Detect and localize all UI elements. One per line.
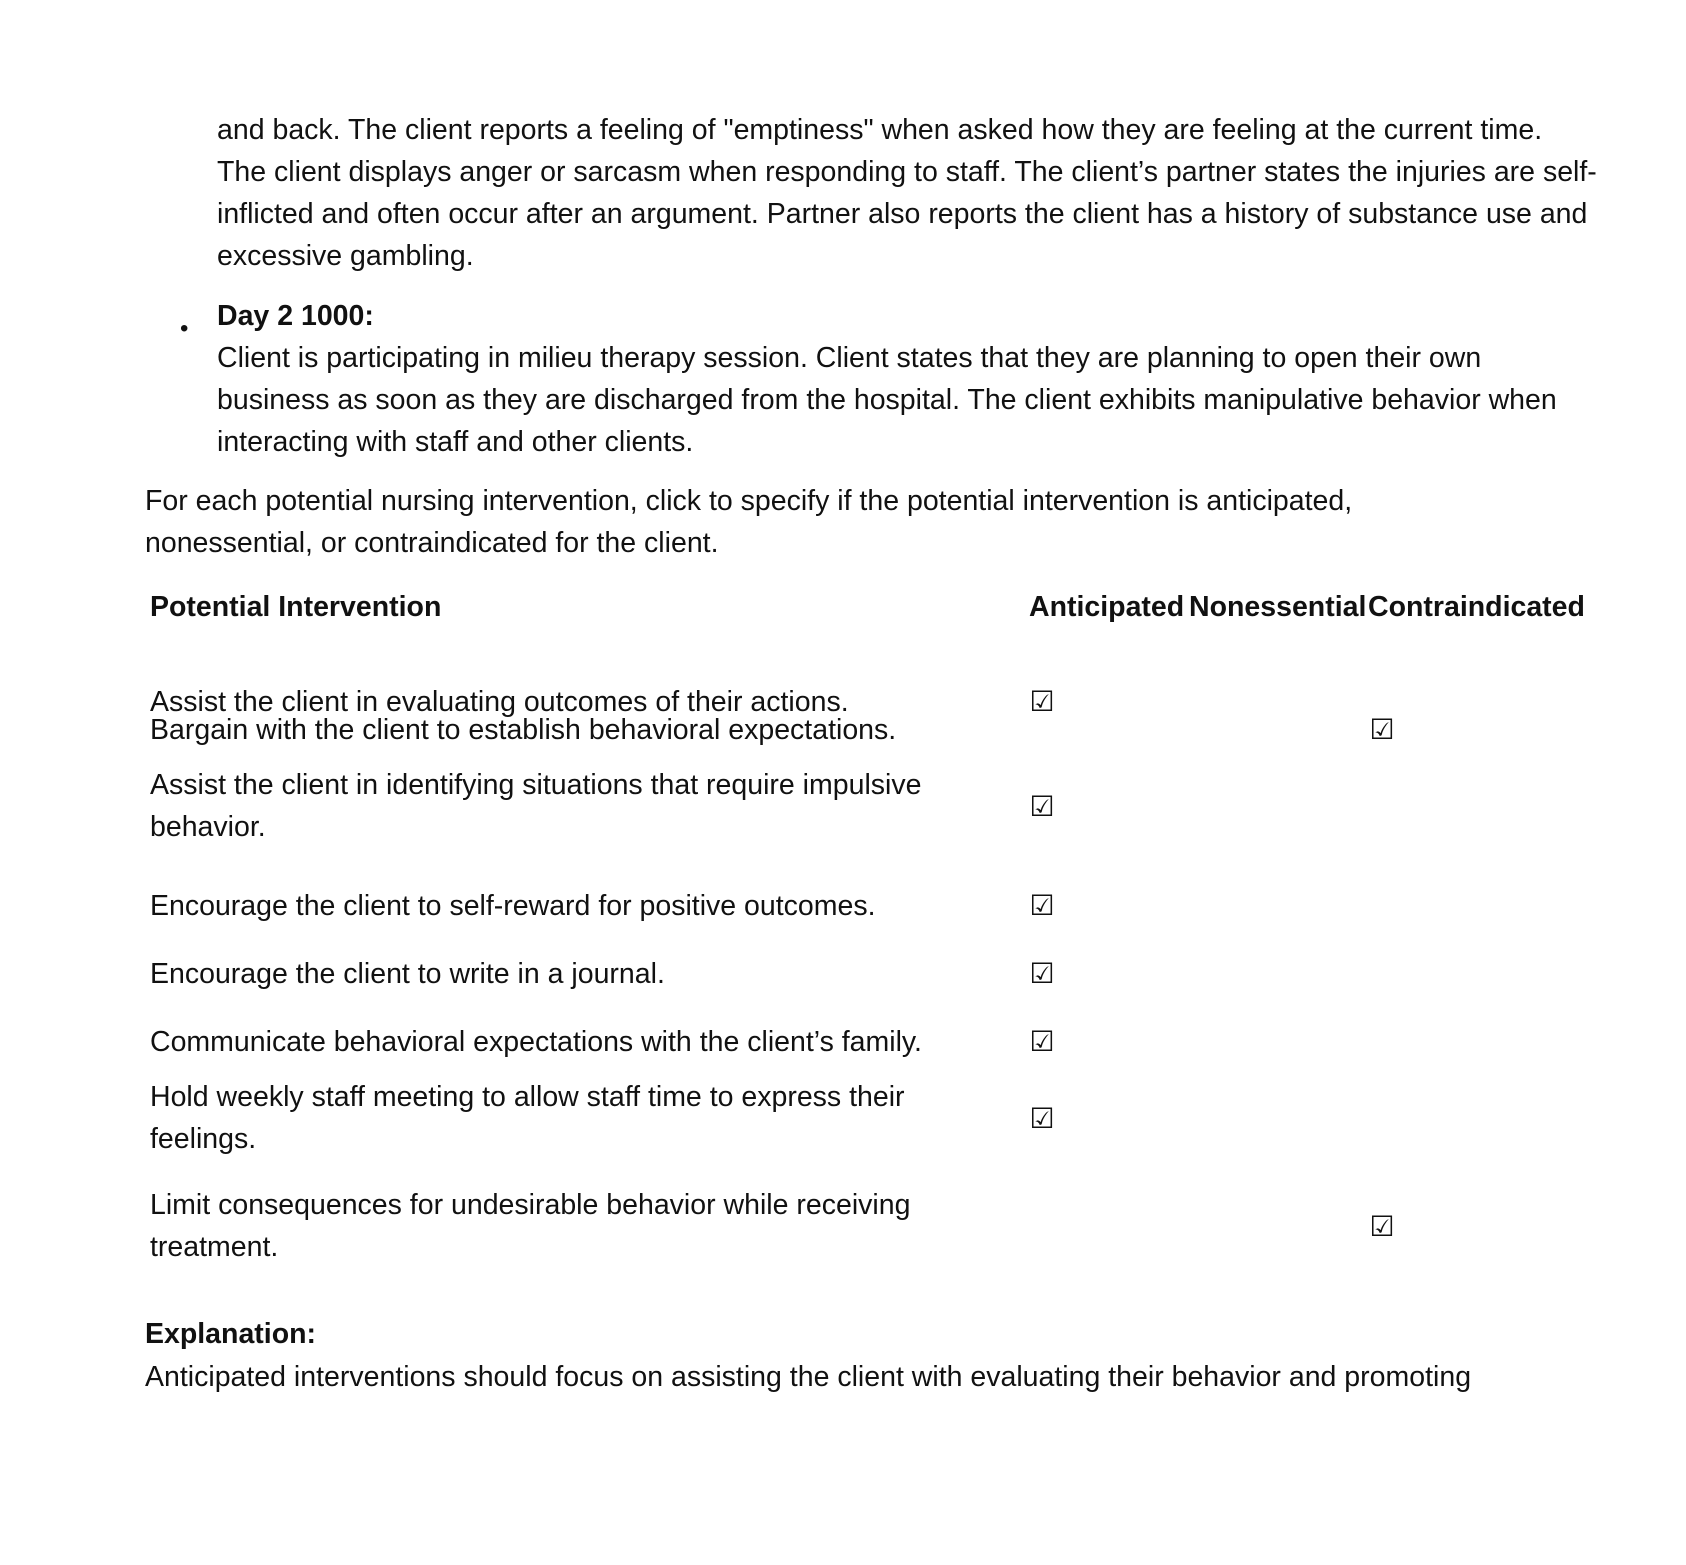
- table-row: [150, 696, 1590, 764]
- header-contraindicated: Contraindicated: [1368, 591, 1585, 623]
- intervention-text: Encourage the client to self-reward for positive outcomes.: [150, 890, 876, 922]
- intervention-text: Assist the client in identifying situations that require impulsive behavior.: [150, 769, 922, 843]
- contraindicated-checkbox[interactable]: ☑: [1369, 714, 1395, 745]
- explanation-text: Anticipated interventions should focus on assisting the client with evaluating their behavior and promoting: [145, 1361, 1472, 1393]
- intervention-text: Hold weekly staff meeting to allow staff time to express their feelings.: [150, 1081, 905, 1155]
- intervention-table: [150, 586, 1590, 1292]
- table-row: [150, 1076, 1590, 1184]
- contraindicated-checkbox[interactable]: ☑: [1369, 1211, 1395, 1242]
- anticipated-checkbox[interactable]: ☑: [1029, 791, 1055, 822]
- table-row: [150, 872, 1590, 940]
- explanation-title: Explanation:: [145, 1318, 317, 1350]
- intervention-text: Communicate behavioral expectations with the client’s family.: [150, 1026, 922, 1058]
- anticipated-checkbox[interactable]: ☑: [1029, 1103, 1055, 1134]
- header-nonessential: Nonessential: [1189, 591, 1367, 623]
- intervention-text: Assist the client in evaluating outcomes of their actions.: [150, 686, 849, 718]
- intervention-text: Limit consequences for undesirable behavior while receiving treatment.: [150, 1189, 911, 1263]
- table-row: [150, 764, 1590, 872]
- header-anticipated: Anticipated: [1029, 591, 1185, 623]
- anticipated-checkbox[interactable]: ☑: [1029, 686, 1055, 717]
- intervention-text: Bargain with the client to establish behavioral expectations.: [150, 714, 897, 746]
- table-header: [150, 586, 1590, 628]
- header-potential-intervention: Potential Intervention: [150, 591, 442, 623]
- case-paragraph: and back. The client reports a feeling of "emptiness" when asked how they are feeling at the current time. The client displays anger or sarcasm when responding to staff. The client’s partner states the injuries are self-inflicted and often occur after an argument. Partner also reports the client has a history of substance use and excessive gambling.: [217, 114, 1597, 272]
- intervention-text: Encourage the client to write in a journal.: [150, 958, 665, 990]
- anticipated-checkbox[interactable]: ☑: [1029, 1026, 1055, 1057]
- instructions-text: For each potential nursing intervention, click to specify if the potential intervention is anticipated, nonessential, or contraindicated for the client.: [145, 485, 1353, 559]
- bullet-point: •: [180, 315, 189, 342]
- bullet-text: Client is participating in milieu therapy session. Client states that they are planning to open their own business as soon as they are discharged from the hospital. The client exhibits manipulative behavior when interacting with staff and other clients.: [217, 342, 1557, 458]
- table-row: [150, 1008, 1590, 1076]
- anticipated-checkbox[interactable]: ☑: [1029, 958, 1055, 989]
- table-row: [150, 940, 1590, 1008]
- table-row: [150, 1184, 1590, 1292]
- anticipated-checkbox[interactable]: ☑: [1029, 890, 1055, 921]
- bullet-heading: Day 2 1000:: [217, 300, 374, 332]
